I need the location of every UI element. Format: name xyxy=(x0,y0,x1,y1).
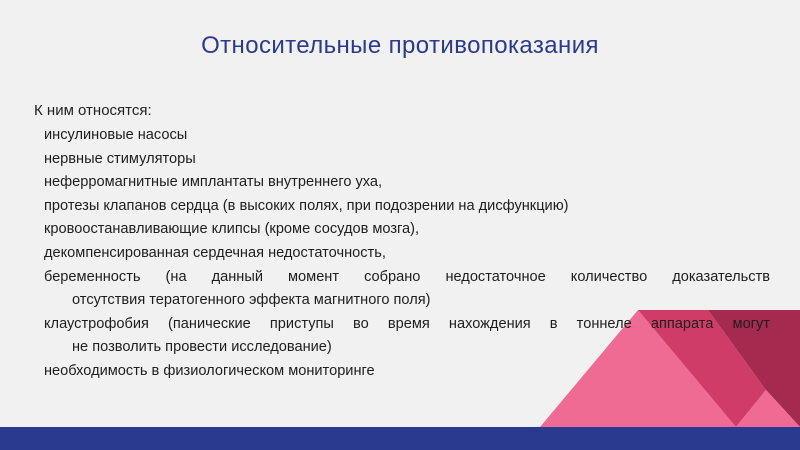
list-item: протезы клапанов сердца (в высоких полях, при подозрении на дисфункцию) xyxy=(44,197,569,214)
list-item: инсулиновые насосы xyxy=(44,127,188,143)
list-item-line: беременность (на данный момент собрано недостаточное количество доказательств xyxy=(44,268,770,285)
list-item-continuation: не позволить провести исследование) xyxy=(72,339,332,356)
list-item: нервные стимуляторы xyxy=(44,150,196,167)
contraindications-list xyxy=(44,124,770,384)
list-item: кровоостанавливающие клипсы (кроме сосудов мозга), xyxy=(44,221,420,238)
list-item-line: клаустрофобия (панические приступы во время нахождения в тоннеле аппарата могут xyxy=(44,315,770,332)
list-item: неферромагнитные имплантаты внутреннего уха, xyxy=(44,174,383,191)
bottom-bar xyxy=(0,427,800,450)
list-item xyxy=(44,313,770,360)
list-item: необходимость в физиологическом мониторинге xyxy=(44,362,375,379)
list-item: декомпенсированная сердечная недостаточность, xyxy=(44,244,386,261)
list-item-continuation: отсутствия тератогенного эффекта магнитного поля) xyxy=(72,292,431,309)
list-item xyxy=(44,266,770,313)
intro-text: К ним относятся: xyxy=(34,102,152,119)
slide-title: Относительные противопоказания xyxy=(201,32,599,59)
